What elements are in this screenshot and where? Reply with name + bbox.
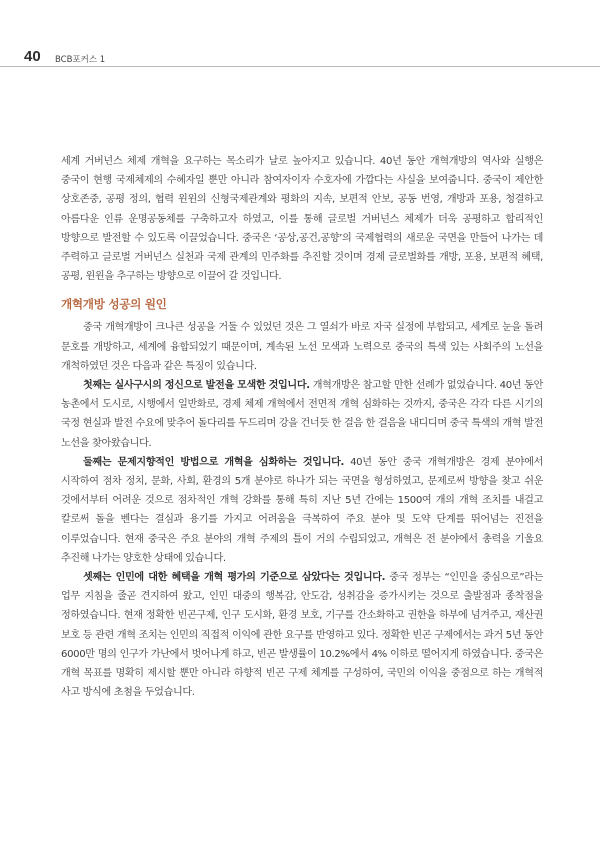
point-lead-3: 셋째는 인민에 대한 혜택을 개혁 평가의 기준으로 삼았다는 것입니다. [83, 572, 386, 584]
point-text-2: 40년 동안 중국 개혁개방은 경제 분야에서 시작하여 점차 정치, 문화, 사회, 환경의 5개 분야로 하나가 되는 국면을 형성하였고, 문제로써 방향을 찾고 쉬운 것에서부터 어려운 것으로 점차적인 개혁 강화를 통해 특히 지난 5년 간에는 1500여 개의 개혁 조치를 내걸고 칼로써 돌을 벤다는 결심과 용기를 가지고 어려움을 극복하여 주요 분야 및 도약 단계를 뛰어넘는 진전을 이루었습니다. 현재 중국은 주요 분야의 개혁 주제의 틀이 거의 수립되었고, 개혁은 전 분야에서 총력을 기울요 추진해 나가는 양호한 상태에 있습니다. [61, 456, 543, 564]
point-text-3: 중국 정부는 “인민을 중심으로”라는 업무 지침을 줄곧 견지하여 왔고, 인민 대중의 행복감, 안도감, 성취감을 증가시키는 것으로 출발점과 종착점을 정하였습니다. 현재 정확한 빈곤구제, 인구 도시화, 환경 보호, 기구를 간소화하고 권한을 하부에 넘겨주고, 재산권 보호 등 관련 개혁 조치는 인민의 직접적 이익에 관한 요구를 반영하고 있다. 정확한 빈곤 구제에서는 과거 5년 동안 6000만 명의 인구가 가난에서 벗어나게 하고, 빈곤 발생률이 10.2%에서 4% 이하로 떨어지게 하였습니다. 중국은 개혁 목표를 명확히 제시할 뿐만 아니라 하향적 빈곤 구제 체계를 구성하여, 국민의 이익을 중점으로 하는 개혁적 사고 방식에 초첨을 두었습니다. [61, 572, 543, 699]
point-paragraph-1 [61, 376, 543, 453]
intro-paragraph: 세계 거버넌스 체제 개혁을 요구하는 목소리가 날로 높아지고 있습니다. 40년 동안 개혁개방의 역사와 실행은 중국이 현행 국제체제의 수혜자일 뿐만 아니라 참여자이자 수호자에 가깝다는 사실을 보여줍니다. 중국이 제안한 상호존중, 공평 정의, 협력 윈윈의 신형국제관계와 평화의 지속, 보편적 안보, 공동 번영, 개방과 포용, 청결하고 아름다운 인류 운명공동체를 구축하고자 하였고, 이를 통해 글로벌 거버넌스 체제가 더욱 공평하고 합리적인 방향으로 발전할 수 있도록 이끌었습니다. 중국은 ‘공상,공건,공향’의 국제협력의 새로운 국면을 만들어 나가는 데 주력하고 글로벌 거버넌스 실천과 국제 관계의 민주화를 추진할 것이며 경제 글로벌화를 개방, 포용, 보편적 혜택, 공평, 윈윈을 추구하는 방향으로 이끌어 갈 것입니다. [61, 156, 543, 283]
point-lead-1: 첫째는 실사구시의 정신으로 발전을 모색한 것입니다. [83, 380, 310, 392]
section-lead-paragraph: 중국 개혁개방이 크나큰 성공을 거둘 수 있었던 것은 그 열쇠가 바로 자국 실정에 부합되고, 세계로 눈을 돌려 문호를 개방하고, 세계에 융합되었기 때문이며, 계속된 노선 모색과 노력으로 중국의 특색 있는 사회주의 노선을 개척하였던 것은 다음과 같은 특징이 있습니다. [61, 322, 543, 372]
point-paragraph-3 [61, 568, 543, 702]
point-paragraph-2 [61, 453, 543, 568]
section-title: 개혁개방 성공의 원인 [61, 297, 167, 312]
page-number: 40 [24, 48, 41, 65]
point-lead-2: 둘째는 문제지향적인 방법으로 개혁을 심화하는 것입니다. [83, 456, 344, 468]
article-body [61, 152, 543, 702]
page-header [0, 0, 600, 66]
point-text-1: 개혁개방은 참고할 만한 선례가 없었습니다. 40년 동안 농촌에서 도시로, 시행에서 일반화로, 경제 체제 개혁에서 전면적 개혁 심화하는 것까지, 중국은 각각 다른 시기의 국정 현실과 발전 수요에 맞추어 돌다리를 두드리며 강을 건너듯 한 걸음 한 걸음을 내디디며 중국 특색의 개혁 발전 노선을 찾아왔습니다. [61, 380, 543, 449]
publication-title: BCB포커스 1 [55, 55, 106, 65]
header-divider [0, 66, 600, 67]
